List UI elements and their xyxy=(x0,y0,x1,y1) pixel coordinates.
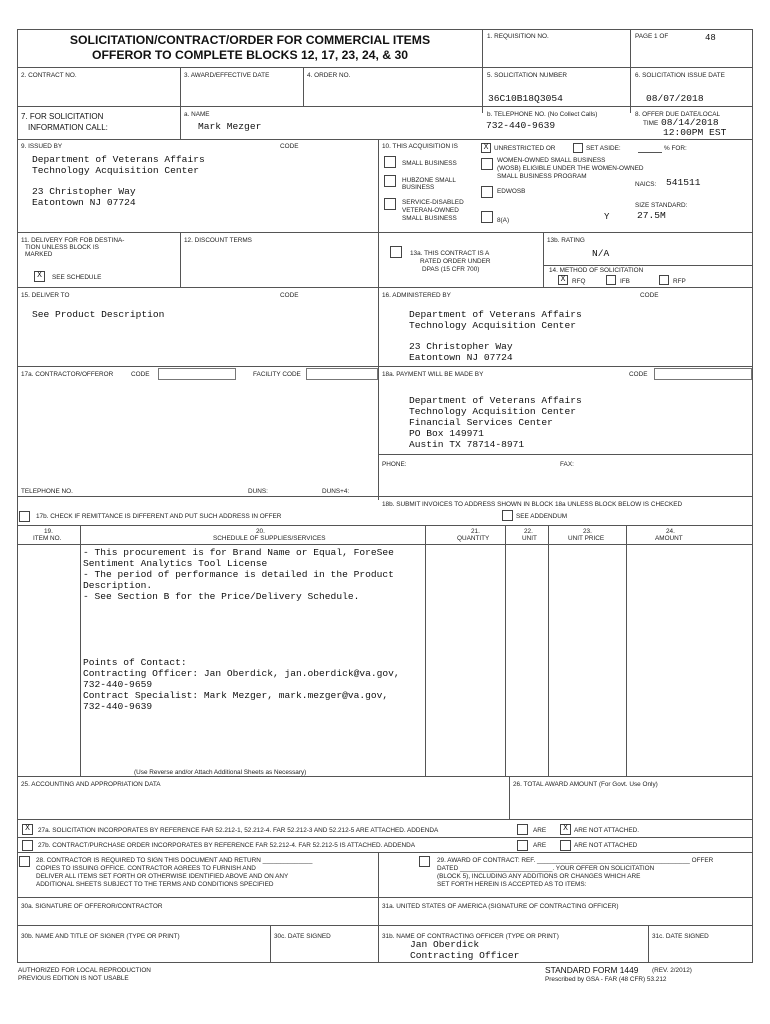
pay-line3: Financial Services Center xyxy=(409,417,553,428)
pay-line1: Department of Veterans Affairs xyxy=(409,395,582,406)
issue-date[interactable]: 08/07/2018 xyxy=(646,93,704,104)
due-label-2: TIME xyxy=(643,120,659,127)
pay-fax-label: FAX: xyxy=(560,461,574,468)
duns-label: DUNS: xyxy=(248,488,268,495)
f27a-are-not-checkbox[interactable]: X xyxy=(560,824,571,835)
pay-line5: Austin TX 78714-8971 xyxy=(409,439,525,450)
due-date[interactable]: 08/14/2018 xyxy=(661,117,719,128)
award-date-label: 3. AWARD/EFFECTIVE DATE xyxy=(184,72,270,79)
f29-line1: 29. AWARD OF CONTRACT: REF. ___________________________________________ OFFER xyxy=(437,857,714,864)
rfq-label: RFQ xyxy=(572,278,586,285)
issued-by-code-label: CODE xyxy=(280,143,299,150)
f27a-label: 27a. SOLICITATION INCORPORATES BY REFERENCE FAR 52.212-1, 52.212-4. FAR 52.212-3 AND 52.212-5 ARE ATTACHED. ADDENDA xyxy=(38,827,439,834)
unrestricted-checkbox[interactable]: X xyxy=(481,143,491,153)
eight-a-label: 8(A) xyxy=(497,217,510,224)
rfp-label: RFP xyxy=(673,278,686,285)
col23-num: 23. xyxy=(583,528,592,535)
pct-underline xyxy=(638,152,662,153)
deliver-to-label: 15. DELIVER TO xyxy=(21,292,70,299)
wosb-label-3: SMALL BUSINESS PROGRAM xyxy=(497,173,587,180)
set-aside-label: SET ASIDE: xyxy=(586,145,621,152)
pay-line2: Technology Acquisition Center xyxy=(409,406,576,417)
contractor-code-field[interactable] xyxy=(158,368,236,380)
page-label: PAGE 1 OF xyxy=(635,33,669,40)
delivery-label-2: TION UNLESS BLOCK IS xyxy=(25,244,99,251)
offeror-signature-label: 30a. SIGNATURE OF OFFEROR/CONTRACTOR xyxy=(21,903,163,910)
info-call-label-1: 7. FOR SOLICITATION xyxy=(21,112,104,121)
see-schedule-checkbox[interactable]: X xyxy=(34,271,45,282)
admin-line3: 23 Christopher Way xyxy=(409,341,513,352)
due-time[interactable]: 12:00PM EST xyxy=(663,127,727,138)
col21-header: QUANTITY xyxy=(457,535,490,542)
info-call-label-2: INFORMATION CALL: xyxy=(28,123,108,132)
f27a-are-not-label: ARE NOT ATTACHED. xyxy=(574,827,639,834)
administered-by-label: 16. ADMINISTERED BY xyxy=(382,292,451,299)
f28-line3: DELIVER ALL ITEMS SET FORTH OR OTHERWISE IDENTIFIED ABOVE AND ON ANY xyxy=(36,873,289,880)
prescribed-by: Prescribed by GSA - FAR (48 CFR) 53.212 xyxy=(545,976,667,983)
rated-label-2: RATED ORDER UNDER xyxy=(420,258,491,265)
edwosb-label: EDWOSB xyxy=(497,188,526,195)
acquisition-label: 10. THIS ACQUISITION IS xyxy=(382,143,458,150)
contact-name[interactable]: Mark Mezger xyxy=(198,121,262,132)
hubzone-checkbox[interactable] xyxy=(384,175,396,187)
f29-checkbox[interactable] xyxy=(419,856,430,867)
payment-code-label: CODE xyxy=(629,371,648,378)
col19-num: 19. xyxy=(44,528,53,535)
ifb-checkbox[interactable] xyxy=(606,275,616,285)
f27b-checkbox[interactable] xyxy=(22,840,33,851)
f27b-are-not-checkbox[interactable] xyxy=(560,840,571,851)
order-no-label: 4. ORDER NO. xyxy=(307,72,351,79)
sdvosb-checkbox[interactable] xyxy=(384,198,396,210)
sdvosb-label-2: VETERAN-OWNED xyxy=(402,207,459,214)
eight-a-checkbox[interactable] xyxy=(481,211,493,223)
footer-auth-line2: PREVIOUS EDITION IS NOT USABLE xyxy=(18,975,129,982)
form-revision: (REV. 2/2012) xyxy=(652,967,692,974)
form-title-line2: OFFEROR TO COMPLETE BLOCKS 12, 17, 23, 24, & 30 xyxy=(91,48,409,62)
f27b-are-not-label: ARE NOT ATTACHED xyxy=(574,842,638,849)
col23-header: UNIT PRICE xyxy=(568,535,605,542)
rating-value[interactable]: N/A xyxy=(592,248,610,259)
schedule-line: Description. xyxy=(83,580,153,591)
issued-by-line4: Eatontown NJ 07724 xyxy=(32,197,136,208)
ifb-label: IFB xyxy=(620,278,630,285)
f29-line3: (BLOCK 5), INCLUDING ANY ADDITIONS OR CHANGES WHICH ARE xyxy=(437,873,641,880)
issued-by-label: 9. ISSUED BY xyxy=(21,143,63,150)
col22-num: 22. xyxy=(524,528,533,535)
col19-header: ITEM NO. xyxy=(33,535,62,542)
f28-line4: ADDITIONAL SHEETS SUBJECT TO THE TERMS AND CONDITIONS SPECIFIED xyxy=(36,881,274,888)
size-standard-label: SIZE STANDARD: xyxy=(635,202,688,209)
f28-line1: 28. CONTRACTOR IS REQUIRED TO SIGN THIS DOCUMENT AND RETURN ______________ xyxy=(36,857,313,864)
rfp-checkbox[interactable] xyxy=(659,275,669,285)
contact-phone[interactable]: 732-440-9639 xyxy=(486,120,556,131)
f27a-are-label: ARE xyxy=(533,827,547,834)
eight-a-y-mark: Y xyxy=(604,212,610,222)
rated-label-3: DPAS (15 CFR 700) xyxy=(422,266,480,273)
f28-line2: COPIES TO ISSUING OFFICE. CONTRACTOR AGREES TO FURNISH AND xyxy=(36,865,256,872)
f27b-are-checkbox[interactable] xyxy=(517,840,528,851)
rfq-checkbox[interactable]: X xyxy=(558,275,568,285)
size-standard-value[interactable]: 27.5M xyxy=(637,210,666,221)
pay-line4: PO Box 149971 xyxy=(409,428,484,439)
col20-num: 20. xyxy=(256,528,265,535)
admin-line2: Technology Acquisition Center xyxy=(409,320,576,331)
poc-line: Contract Specialist: Mark Mezger, mark.mezger@va.gov, xyxy=(83,690,389,701)
contractor-label: 17a. CONTRACTOR/OFFEROR xyxy=(21,371,114,378)
poc-line: Points of Contact: xyxy=(83,657,187,668)
sdvosb-label-3: SMALL BUSINESS xyxy=(402,215,457,222)
wosb-label-2: (WOSB) ELIGIBLE UNDER THE WOMEN-OWNED xyxy=(497,165,644,172)
admin-line1: Department of Veterans Affairs xyxy=(409,309,582,320)
poc-line: 732-440-9639 xyxy=(83,701,153,712)
wosb-checkbox[interactable] xyxy=(481,158,493,170)
f27a-checkbox[interactable]: X xyxy=(22,824,33,835)
f27a-are-checkbox[interactable] xyxy=(517,824,528,835)
f29-line4: SET FORTH HEREIN IS ACCEPTED AS TO ITEMS: xyxy=(437,881,587,888)
pct-for-label: % FOR: xyxy=(664,145,687,152)
facility-code-label: FACILITY CODE xyxy=(253,371,301,378)
invoice-label: 18b. SUBMIT INVOICES TO ADDRESS SHOWN IN BLOCK 18a UNLESS BLOCK BELOW IS CHECKED xyxy=(382,501,683,508)
telephone-label: TELEPHONE NO. xyxy=(21,488,73,495)
form-title-line1: SOLICITATION/CONTRACT/ORDER FOR COMMERCIAL ITEMS xyxy=(69,33,431,47)
rated-order-checkbox[interactable] xyxy=(390,246,402,258)
duns4-label: DUNS+4: xyxy=(322,488,350,495)
contract-no-label: 2. CONTRACT NO. xyxy=(21,72,77,79)
wosb-label-1: WOMEN-OWNED SMALL BUSINESS xyxy=(497,157,606,164)
schedule-line: - This procurement is for Brand Name or Equal, ForeSee xyxy=(83,547,394,558)
col24-num: 24. xyxy=(666,528,675,535)
small-business-label: SMALL BUSINESS xyxy=(402,160,457,167)
remit-label: 17b. CHECK IF REMITTANCE IS DIFFERENT AND PUT SUCH ADDRESS IN OFFER xyxy=(36,513,282,520)
solicitation-no[interactable]: 36C10B18Q3054 xyxy=(488,93,563,104)
schedule-line: Sentiment Analytics Tool License xyxy=(83,558,268,569)
naics-value[interactable]: 541511 xyxy=(666,177,701,188)
facility-code-field[interactable] xyxy=(306,368,378,380)
method-label: 14. METHOD OF SOLICITATION xyxy=(549,267,644,274)
payment-code-field[interactable] xyxy=(654,368,752,380)
naics-label: NAICS: xyxy=(635,181,657,188)
rated-label-1: 13a. THIS CONTRACT IS A xyxy=(410,250,490,257)
form-name: STANDARD FORM 1449 xyxy=(545,965,639,975)
delivery-label-1: 11. DELIVERY FOR FOB DESTINA- xyxy=(21,237,125,244)
requisition-no-label: 1. REQUISITION NO. xyxy=(487,33,549,40)
poc-line: 732-440-9659 xyxy=(83,679,153,690)
hubzone-label-1: HUBZONE SMALL xyxy=(402,177,456,184)
payment-label: 18a. PAYMENT WILL BE MADE BY xyxy=(382,371,484,378)
solicitation-no-label: 5. SOLICITATION NUMBER xyxy=(487,72,568,79)
footer-auth-line1: AUTHORIZED FOR LOCAL REPRODUCTION xyxy=(18,967,151,974)
col20-header: SCHEDULE OF SUPPLIES/SERVICES xyxy=(213,535,326,542)
offeror-date-signed-label: 30c. DATE SIGNED xyxy=(274,933,331,940)
hubzone-label-2: BUSINESS xyxy=(402,184,435,191)
officer-title: Contracting Officer xyxy=(410,950,520,961)
deliver-to-value: See Product Description xyxy=(32,309,165,320)
f28-checkbox[interactable] xyxy=(19,856,30,867)
see-addendum-checkbox[interactable] xyxy=(502,510,513,521)
usa-signature-label: 31a. UNITED STATES OF AMERICA (SIGNATURE OF CONTRACTING OFFICER) xyxy=(382,903,619,910)
reverse-note: (Use Reverse and/or Attach Additional Sheets as Necessary) xyxy=(134,769,307,776)
administered-code-label: CODE xyxy=(640,292,659,299)
contractor-code-label: CODE xyxy=(131,371,150,378)
poc-line: Contracting Officer: Jan Oberdick, jan.oberdick@va.gov, xyxy=(83,668,400,679)
due-label-1: 8. OFFER DUE DATE/LOCAL xyxy=(635,111,721,118)
rating-label: 13b. RATING xyxy=(547,237,585,244)
f27b-label: 27b. CONTRACT/PURCHASE ORDER INCORPORATES BY REFERENCE FAR 52.212-4. FAR 52.212-5 IS ATTACHED. ADDENDA xyxy=(38,842,416,849)
col22-header: UNIT xyxy=(522,535,537,542)
signer-name-label: 30b. NAME AND TITLE OF SIGNER (TYPE OR PRINT) xyxy=(21,933,180,940)
issued-by-line1: Department of Veterans Affairs xyxy=(32,154,205,165)
issued-by-line2: Technology Acquisition Center xyxy=(32,165,199,176)
schedule-line: - The period of performance is detailed in the Product xyxy=(83,569,394,580)
officer-date-signed-label: 31c. DATE SIGNED xyxy=(652,933,709,940)
accounting-label: 25. ACCOUNTING AND APPROPRIATION DATA xyxy=(21,781,161,788)
issue-date-label: 6. SOLICITATION ISSUE DATE xyxy=(635,72,725,79)
admin-line4: Eatontown NJ 07724 xyxy=(409,352,513,363)
phone-label: b. TELEPHONE NO. (No Collect Calls) xyxy=(487,111,598,118)
col24-header: AMOUNT xyxy=(655,535,683,542)
discount-label: 12. DISCOUNT TERMS xyxy=(184,237,252,244)
see-addendum-label: SEE ADDENDUM xyxy=(516,513,568,520)
remit-checkbox[interactable] xyxy=(19,511,30,522)
page-total: 48 xyxy=(705,33,716,43)
f29-line2: DATED __________________________. YOUR OFFER ON SOLICITATION xyxy=(437,865,655,872)
small-business-checkbox[interactable] xyxy=(384,156,396,168)
edwosb-checkbox[interactable] xyxy=(481,186,493,198)
officer-name-label: 31b. NAME OF CONTRACTING OFFICER (TYPE OR PRINT) xyxy=(382,933,559,940)
total-award-label: 26. TOTAL AWARD AMOUNT (For Govt. Use Only) xyxy=(513,781,658,788)
col21-num: 21. xyxy=(471,528,480,535)
f27b-are-label: ARE xyxy=(533,842,547,849)
set-aside-checkbox[interactable] xyxy=(573,143,583,153)
name-label: a. NAME xyxy=(184,111,210,118)
unrestricted-label: UNRESTRICTED OR xyxy=(494,145,556,152)
see-schedule-label: SEE SCHEDULE xyxy=(52,274,102,281)
officer-name: Jan Oberdick xyxy=(410,939,480,950)
schedule-line: - See Section B for the Price/Delivery Schedule. xyxy=(83,591,360,602)
delivery-label-3: MARKED xyxy=(25,251,53,258)
sdvosb-label-1: SERVICE-DISABLED xyxy=(402,199,464,206)
pay-phone-label: PHONE: xyxy=(382,461,407,468)
deliver-to-code-label: CODE xyxy=(280,292,299,299)
issued-by-line3: 23 Christopher Way xyxy=(32,186,136,197)
